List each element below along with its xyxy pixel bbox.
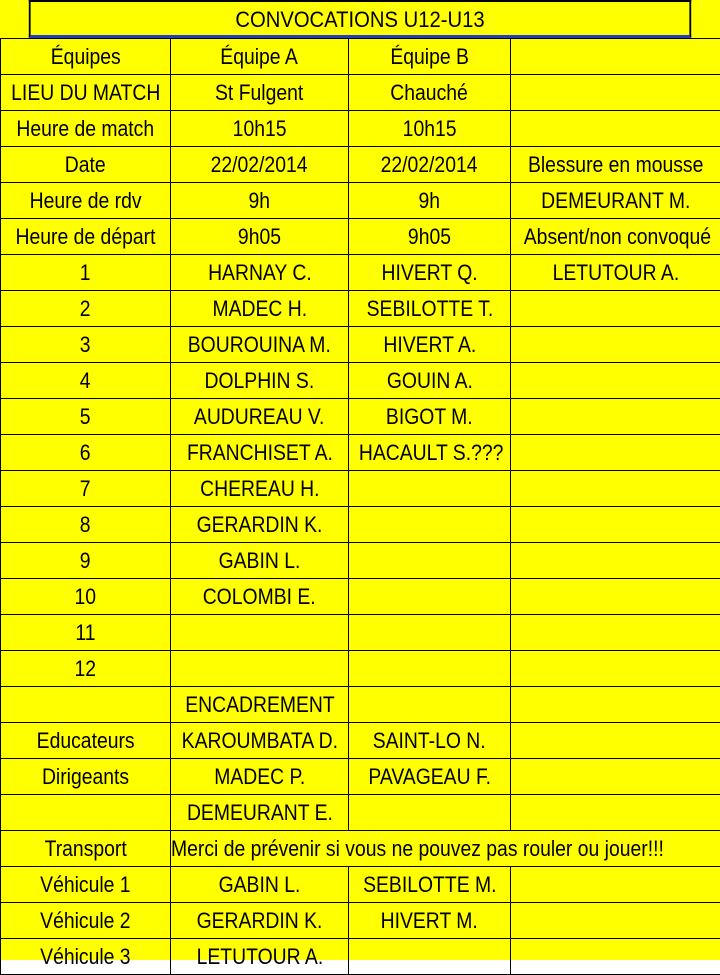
cell-text: 9h — [419, 188, 441, 214]
table-cell[interactable] — [1, 759, 171, 795]
cell-text: FRANCHISET A. — [187, 440, 333, 466]
table-cell[interactable] — [171, 39, 349, 75]
table-cell[interactable] — [1, 363, 171, 399]
table-cell[interactable] — [171, 543, 349, 579]
table-cell[interactable] — [171, 327, 349, 363]
table-cell[interactable] — [511, 363, 720, 399]
table-cell[interactable] — [1, 291, 171, 327]
cell-text: 2 — [80, 296, 91, 322]
cell-text: 12 — [75, 656, 97, 682]
table-cell[interactable] — [349, 759, 511, 795]
table-cell[interactable] — [1, 255, 171, 291]
table-cell[interactable] — [1, 183, 171, 219]
cell-text: 4 — [80, 368, 91, 394]
vehicle-row — [1, 903, 720, 939]
table-row — [1, 543, 720, 579]
table-cell[interactable] — [171, 363, 349, 399]
cell-text: LIEU DU MATCH — [11, 80, 160, 106]
table-row — [1, 363, 720, 399]
table-cell[interactable] — [171, 759, 349, 795]
table-cell[interactable] — [171, 651, 349, 687]
table-cell[interactable] — [511, 507, 720, 543]
cell-text: 8 — [80, 512, 91, 538]
table-cell[interactable] — [349, 291, 511, 327]
table-cell[interactable] — [511, 39, 720, 75]
table-row — [1, 75, 720, 111]
table-cell[interactable] — [349, 543, 511, 579]
table-cell[interactable] — [1, 903, 171, 939]
table-cell[interactable] — [171, 147, 349, 183]
table-cell[interactable] — [349, 183, 511, 219]
cell-text: PAVAGEAU F. — [368, 764, 491, 790]
cell-text: 5 — [80, 404, 91, 430]
table-cell[interactable] — [1, 39, 171, 75]
table-cell[interactable] — [511, 111, 720, 147]
cell-text: Véhicule 2 — [40, 908, 130, 934]
table-row — [1, 795, 720, 831]
table-cell[interactable] — [171, 219, 349, 255]
table-row — [1, 291, 720, 327]
cell-text: KAROUMBATA D. — [182, 728, 338, 754]
table-cell[interactable] — [171, 255, 349, 291]
table-cell[interactable] — [1, 327, 171, 363]
table-row — [1, 507, 720, 543]
table-cell[interactable] — [511, 219, 720, 255]
table-cell[interactable] — [171, 435, 349, 471]
table-cell[interactable] — [1, 939, 171, 975]
table-cell[interactable] — [511, 147, 720, 183]
table-cell[interactable] — [511, 75, 720, 111]
table-row — [1, 111, 720, 147]
table-cell[interactable] — [511, 759, 720, 795]
table-cell[interactable] — [349, 579, 511, 615]
table-row — [1, 687, 720, 723]
table-cell[interactable] — [511, 939, 720, 975]
table-cell[interactable] — [1, 507, 171, 543]
cell-text: St Fulgent — [215, 80, 303, 106]
transport-row — [1, 831, 720, 867]
table-cell[interactable] — [349, 651, 511, 687]
cell-text: CHEREAU H. — [200, 476, 319, 502]
table-row — [1, 579, 720, 615]
table-row — [1, 723, 720, 759]
table-cell[interactable] — [171, 291, 349, 327]
table-row — [1, 759, 720, 795]
table-row — [1, 219, 720, 255]
table-cell[interactable] — [1, 687, 171, 723]
table-cell[interactable] — [349, 723, 511, 759]
table-cell[interactable] — [171, 939, 349, 975]
cell-text: 11 — [75, 620, 95, 646]
table-cell[interactable] — [349, 39, 511, 75]
table-cell[interactable] — [511, 687, 720, 723]
cell-text: 9h05 — [238, 224, 281, 250]
table-cell[interactable] — [349, 435, 511, 471]
cell-text: 10 — [75, 584, 97, 610]
table-row — [1, 147, 720, 183]
cell-text: 6 — [80, 440, 91, 466]
cell-text: 22/02/2014 — [211, 152, 308, 178]
table-cell[interactable] — [1, 723, 171, 759]
cell-text: Équipes — [51, 44, 121, 70]
table-cell[interactable] — [171, 75, 349, 111]
convocation-table — [0, 38, 720, 975]
cell-text: 9h — [249, 188, 271, 214]
cell-text: Chauché — [391, 80, 469, 106]
table-cell[interactable] — [511, 615, 720, 651]
transport-message-cell[interactable] — [171, 831, 720, 867]
table-cell[interactable] — [171, 399, 349, 435]
table-cell[interactable] — [349, 219, 511, 255]
table-cell[interactable] — [171, 795, 349, 831]
table-cell[interactable] — [1, 543, 171, 579]
table-cell[interactable] — [349, 327, 511, 363]
table-row — [1, 399, 720, 435]
table-cell[interactable] — [171, 579, 349, 615]
cell-text: SAINT-LO N. — [373, 728, 486, 754]
table-cell[interactable] — [171, 111, 349, 147]
sheet-title: CONVOCATIONS U12-U13 — [29, 0, 691, 38]
table-cell[interactable] — [171, 615, 349, 651]
table-cell[interactable] — [511, 723, 720, 759]
transport-label: Transport — [44, 836, 126, 862]
table-cell[interactable] — [171, 183, 349, 219]
table-cell[interactable] — [511, 867, 720, 903]
table-cell[interactable] — [511, 183, 720, 219]
table-cell[interactable] — [171, 867, 349, 903]
cell-text: Véhicule 3 — [40, 944, 130, 970]
table-cell[interactable] — [349, 687, 511, 723]
cell-text: BOUROUINA M. — [188, 332, 331, 358]
table-cell[interactable] — [171, 471, 349, 507]
table-cell[interactable] — [1, 867, 171, 903]
cell-text: Blessure en mousse — [528, 152, 703, 178]
table-cell[interactable] — [511, 435, 720, 471]
table-row — [1, 471, 720, 507]
cell-text: LETUTOUR A. — [552, 260, 679, 286]
table-cell[interactable] — [511, 471, 720, 507]
cell-text: 3 — [80, 332, 91, 358]
table-row — [1, 615, 720, 651]
table-cell[interactable] — [349, 471, 511, 507]
transport-label-cell[interactable] — [1, 831, 171, 867]
table-cell[interactable] — [1, 579, 171, 615]
table-cell[interactable] — [1, 615, 171, 651]
vehicle-row — [1, 939, 720, 975]
table-cell[interactable] — [349, 111, 511, 147]
table-cell[interactable] — [1, 147, 171, 183]
table-cell[interactable] — [511, 327, 720, 363]
cell-text: 10h15 — [233, 116, 287, 142]
cell-text: MADEC P. — [214, 764, 305, 790]
cell-text: DEMEURANT E. — [187, 800, 333, 826]
cell-text: GERARDIN K. — [197, 512, 323, 538]
table-cell[interactable] — [349, 255, 511, 291]
table-cell[interactable] — [171, 507, 349, 543]
table-row — [1, 327, 720, 363]
cell-text: SEBILOTTE T. — [366, 296, 493, 322]
table-cell[interactable] — [511, 579, 720, 615]
cell-text: 9 — [80, 548, 91, 574]
table-cell[interactable] — [349, 147, 511, 183]
cell-text: 1 — [80, 260, 91, 286]
table-cell[interactable] — [511, 795, 720, 831]
table-cell[interactable] — [1, 111, 171, 147]
cell-text: Heure de rdv — [30, 188, 142, 214]
cell-text: BIGOT M. — [386, 404, 473, 430]
cell-text: ENCADREMENT — [185, 692, 335, 718]
table-cell[interactable] — [171, 723, 349, 759]
table-cell[interactable] — [511, 651, 720, 687]
cell-text: Heure de match — [17, 116, 155, 142]
table-row — [1, 651, 720, 687]
cell-text: Educateurs — [37, 728, 135, 754]
cell-text: HIVERT Q. — [381, 260, 477, 286]
table-cell[interactable] — [1, 435, 171, 471]
cell-text: Heure de départ — [16, 224, 156, 250]
table-row — [1, 183, 720, 219]
table-row — [1, 435, 720, 471]
table-cell[interactable] — [349, 75, 511, 111]
cell-text: 7 — [80, 476, 91, 502]
table-row — [1, 39, 720, 75]
cell-text: Équipe B — [390, 44, 469, 70]
cell-text: DOLPHIN S. — [205, 368, 315, 394]
cell-text: 9h05 — [408, 224, 451, 250]
cell-text: HACAULT S.??? — [359, 440, 504, 466]
table-cell[interactable] — [511, 543, 720, 579]
cell-text: COLOMBI E. — [203, 584, 316, 610]
table-cell[interactable] — [1, 219, 171, 255]
cell-text: Date — [65, 152, 106, 178]
table-cell[interactable] — [349, 867, 511, 903]
vehicle-row — [1, 867, 720, 903]
table-cell[interactable] — [1, 75, 171, 111]
cell-text: LETUTOUR A. — [196, 944, 323, 970]
table-cell[interactable] — [511, 903, 720, 939]
cell-text: GABIN L. — [219, 548, 301, 574]
cell-text: GABIN L. — [219, 872, 301, 898]
cell-text: Dirigeants — [42, 764, 129, 790]
table-cell[interactable] — [349, 795, 511, 831]
cell-text: 22/02/2014 — [381, 152, 478, 178]
cell-text: MADEC H. — [212, 296, 307, 322]
table-cell[interactable] — [171, 903, 349, 939]
table-cell[interactable] — [1, 795, 171, 831]
table-cell[interactable] — [349, 399, 511, 435]
cell-text: HARNAY C. — [208, 260, 312, 286]
table-cell[interactable] — [1, 471, 171, 507]
table-cell[interactable] — [349, 507, 511, 543]
cell-text: AUDUREAU V. — [194, 404, 325, 430]
cell-text: 10h15 — [403, 116, 457, 142]
table-cell[interactable] — [349, 615, 511, 651]
table-cell[interactable] — [1, 651, 171, 687]
cell-text: Absent/non convoqué — [524, 224, 711, 250]
table-cell[interactable] — [349, 939, 511, 975]
cell-text: GOUIN A. — [386, 368, 472, 394]
cell-text: DEMEURANT M. — [541, 188, 690, 214]
cell-text: HIVERT A. — [383, 332, 476, 358]
table-cell[interactable] — [511, 291, 720, 327]
table-cell[interactable] — [349, 903, 511, 939]
cell-text: Véhicule 1 — [40, 872, 130, 898]
table-cell[interactable] — [511, 255, 720, 291]
table-cell[interactable] — [1, 399, 171, 435]
table-cell[interactable] — [511, 399, 720, 435]
cell-text: GERARDIN K. — [197, 908, 323, 934]
cell-text: SEBILOTTE M. — [363, 872, 496, 898]
table-cell[interactable] — [171, 687, 349, 723]
table-row — [1, 255, 720, 291]
table-cell[interactable] — [349, 363, 511, 399]
cell-text: HIVERT M. — [381, 908, 478, 934]
transport-message: Merci de prévenir si vous ne pouvez pas rouler ou jouer!!! — [171, 836, 664, 862]
cell-text: Équipe A — [221, 44, 299, 70]
